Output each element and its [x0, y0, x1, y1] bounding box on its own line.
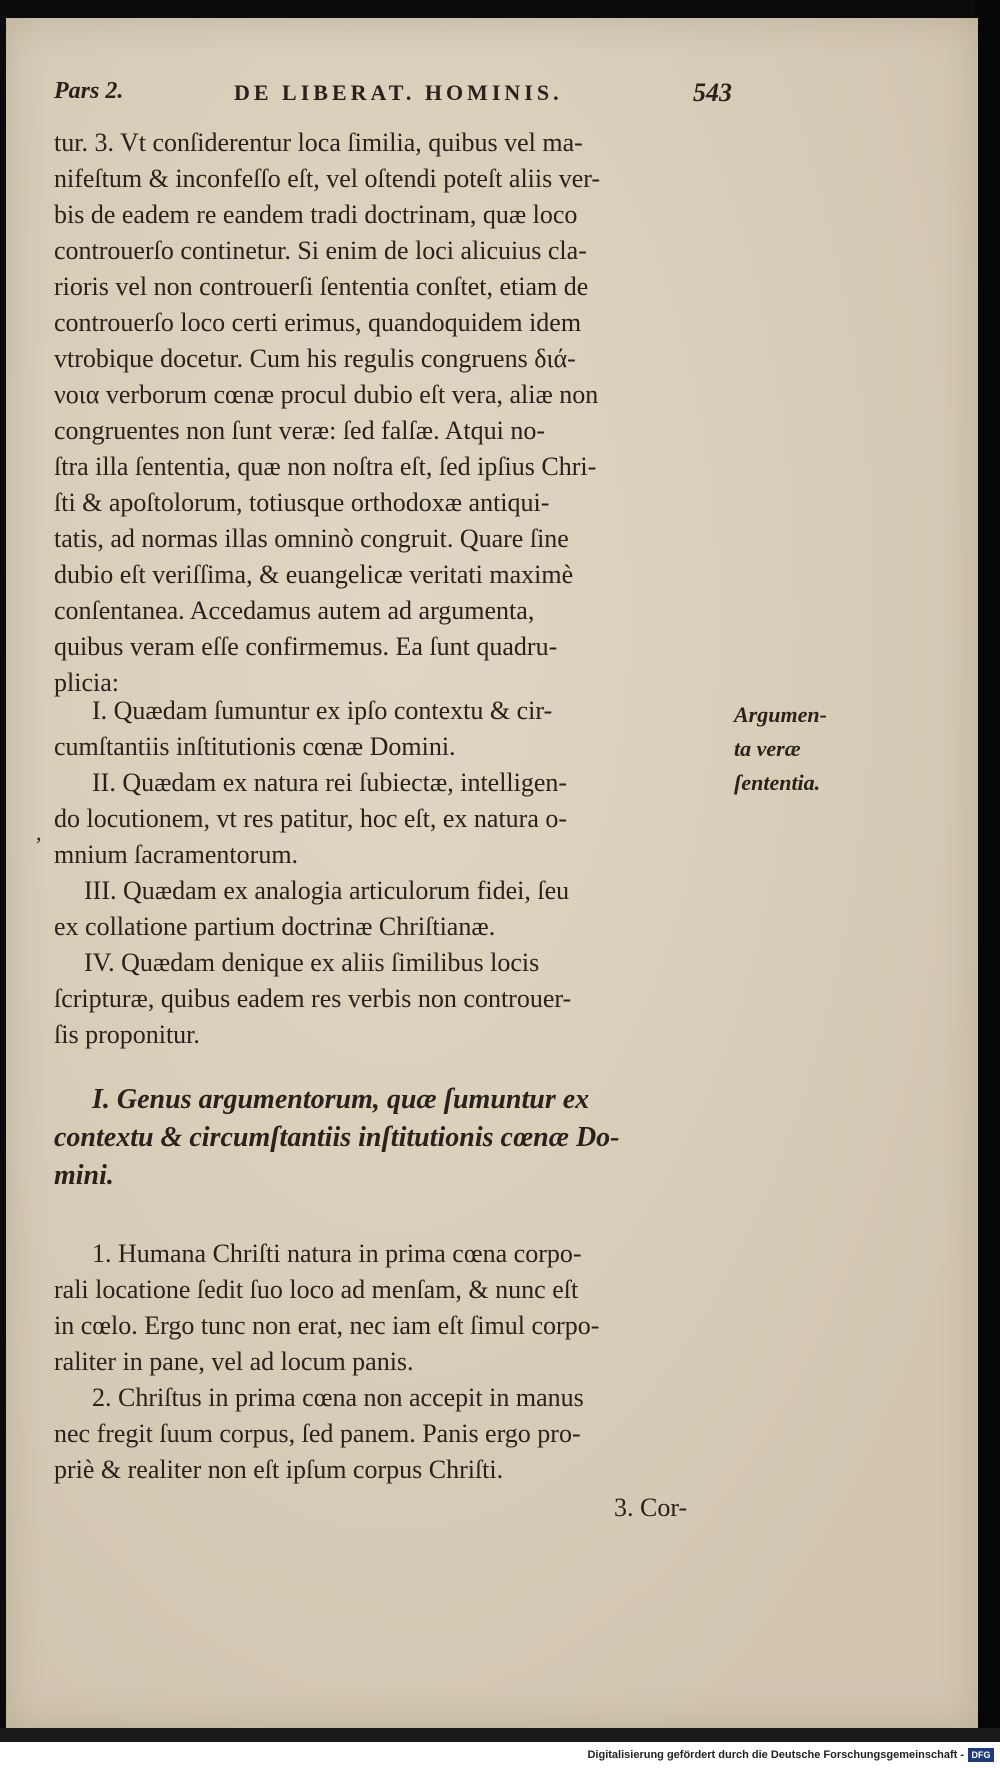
margin-note-line: ta veræ: [734, 736, 801, 761]
footer-credit: Digitalisierung gefördert durch die Deutsche Forschungsgemeinschaft -: [587, 1749, 964, 1761]
stray-mark: ,: [36, 820, 42, 845]
body-line: controuerſo continetur. Si enim de loci alicuius cla-: [54, 236, 587, 265]
body-line: tatis, ad normas illas omninò congruit. Quare ſine: [54, 524, 569, 553]
argument-line: rali locatione ſedit ſuo loco ad menſam, & nunc eſt: [54, 1275, 579, 1304]
argument-line: priè & realiter non eſt ipſum corpus Chriſti.: [54, 1455, 504, 1484]
body-line: vtrobique docetur. Cum his regulis congruens διά-: [54, 344, 576, 373]
argument-line: 1. Humana Chriſti natura in prima cœna corpo-: [92, 1239, 582, 1268]
margin-note-line: Argumen-: [734, 702, 827, 727]
body-line: νοια verborum cœnæ procul dubio eſt vera, aliæ non: [54, 380, 599, 409]
running-header: [54, 78, 734, 118]
header-title: DE LIBERAT. HOMINIS.: [234, 80, 563, 105]
body-line: tur. 3. Vt conſiderentur loca ſimilia, quibus vel ma-: [54, 128, 583, 157]
body-line: rioris vel non controuerſi ſententia conſtet, etiam de: [54, 272, 589, 301]
body-line: bis de eadem re eandem tradi doctrinam, quæ loco: [54, 200, 578, 229]
body-line: controuerſo loco certi erimus, quandoquidem idem: [54, 308, 582, 337]
body-line: quibus veram eſſe confirmemus. Ea ſunt quadru-: [54, 632, 558, 661]
argument-line: in cœlo. Ergo tunc non erat, nec iam eſt ſimul corpo-: [54, 1311, 600, 1340]
body-line: ſtra illa ſententia, quæ non noſtra eſt, ſed ipſius Chri-: [54, 452, 597, 481]
dfg-logo: DFG: [968, 1748, 994, 1762]
body-line: nifeſtum & inconfeſſo eſt, vel oſtendi poteſt aliis ver-: [54, 164, 601, 193]
scan-bottom-edge: [0, 1728, 1000, 1742]
argument-line: raliter in pane, vel ad locum panis.: [54, 1347, 414, 1376]
header-part: Pars 2.: [54, 78, 124, 104]
argument-line: nec fregit ſuum corpus, ſed panem. Panis ergo pro-: [54, 1419, 581, 1448]
page-number: 543: [693, 78, 732, 107]
section-heading: I. Genus argumentorum, quæ ſumuntur ex: [92, 1084, 590, 1115]
body-line: conſentanea. Accedamus autem ad argumenta,: [54, 596, 535, 625]
list-item: III. Quædam ex analogia articulorum fidei, ſeu: [84, 876, 570, 905]
section-heading: mini.: [54, 1160, 114, 1191]
body-line: plicia:: [54, 668, 119, 697]
list-line: do locutionem, vt res patitur, hoc eſt, ex natura o-: [54, 804, 568, 833]
list-item: II. Quædam ex natura rei ſubiectæ, intelligen-: [92, 768, 568, 797]
list-line: ex collatione partium doctrinæ Chriſtianæ.: [54, 912, 496, 941]
body-line: dubio eſt veriſſima, & euangelicæ veritati maximè: [54, 560, 574, 589]
list-line: mnium ſacramentorum.: [54, 840, 299, 869]
list-item: IV. Quædam denique ex aliis ſimilibus locis: [84, 948, 540, 977]
margin-note-line: ſententia.: [734, 770, 821, 795]
list-line: ſis proponitur.: [54, 1020, 200, 1049]
scan-right-edge: [975, 0, 1000, 1768]
catchword: 3. Cor-: [614, 1493, 688, 1522]
list-line: ſcripturæ, quibus eadem res verbis non controuer-: [54, 984, 572, 1013]
list-item: I. Quædam ſumuntur ex ipſo contextu & cir-: [92, 696, 553, 725]
section-heading: contextu & circumſtantiis inſtitutionis cœnæ Do-: [54, 1122, 620, 1153]
body-line: ſti & apoſtolorum, totiusque orthodoxæ antiqui-: [54, 488, 550, 517]
body-line: congruentes non ſunt veræ: ſed falſæ. Atqui no-: [54, 416, 546, 445]
argument-line: 2. Chriſtus in prima cœna non accepit in manus: [92, 1383, 584, 1412]
list-line: cumſtantiis inſtitutionis cœnæ Domini.: [54, 732, 456, 761]
